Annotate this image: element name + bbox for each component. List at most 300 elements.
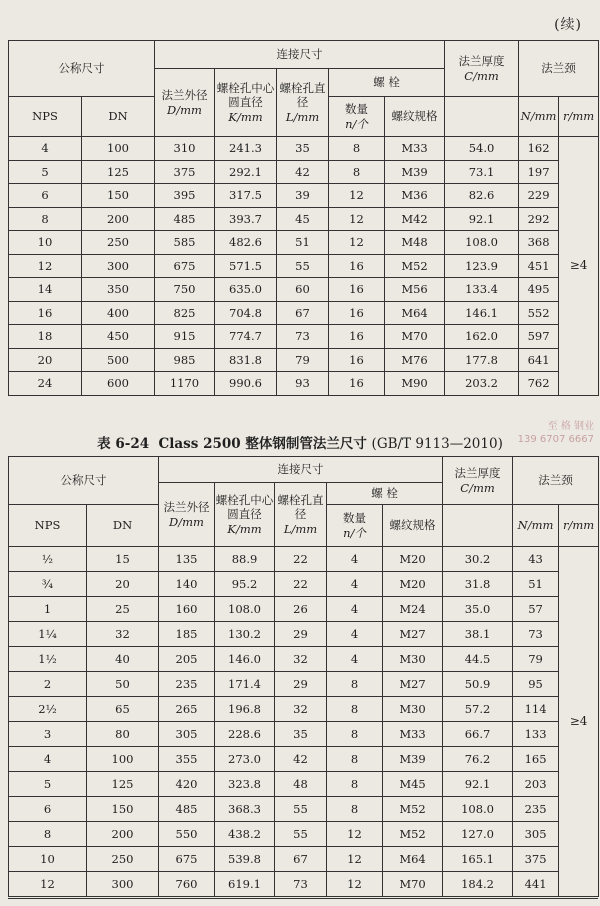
cell-l: 32 xyxy=(275,647,327,672)
cell-d: 585 xyxy=(155,231,215,255)
t2-header-flange-od-label: 法兰外径 xyxy=(163,500,210,515)
page-bottom-rule xyxy=(8,898,598,899)
cell-l: 67 xyxy=(277,301,329,325)
cell-dn: 250 xyxy=(87,847,159,872)
cell-k: 635.0 xyxy=(215,278,277,302)
cell-n: 8 xyxy=(329,160,385,184)
cell-n: 16 xyxy=(329,348,385,372)
table-row xyxy=(9,207,599,231)
cell-thread: M39 xyxy=(385,160,445,184)
table-row xyxy=(9,254,599,278)
cell-d: 355 xyxy=(159,747,215,772)
cell-nps: ½ xyxy=(9,547,87,572)
watermark-stamp xyxy=(518,420,594,446)
header-thread: 螺纹规格 xyxy=(385,97,445,137)
cell-dn: 300 xyxy=(87,872,159,897)
cell-d: 675 xyxy=(159,847,215,872)
header-dn: DN xyxy=(82,97,155,137)
cell-nps: 10 xyxy=(9,847,87,872)
cell-c: 127.0 xyxy=(443,822,513,847)
table-row xyxy=(9,160,599,184)
header-nominal-size: 公称尺寸 xyxy=(9,41,155,97)
table-row xyxy=(9,184,599,208)
cell-n: 4 xyxy=(327,647,383,672)
t2-header-thickness-blank xyxy=(443,505,513,547)
cell-thread: M36 xyxy=(385,184,445,208)
t2-header-connection-size: 连接尺寸 xyxy=(159,457,443,483)
cell-d: 550 xyxy=(159,822,215,847)
t2-header-bolt-circle-unit: K/mm xyxy=(227,521,262,536)
cell-c: 165.1 xyxy=(443,847,513,872)
cell-dn: 25 xyxy=(87,597,159,622)
t2-header-neck-r-unit: r/mm xyxy=(562,518,595,533)
cell-k: 196.8 xyxy=(215,697,275,722)
cell-d: 135 xyxy=(159,547,215,572)
cell-neck: 57 xyxy=(513,597,559,622)
t2-header-flange-od-unit: D/mm xyxy=(169,514,204,529)
cell-k: 273.0 xyxy=(215,747,275,772)
header-flange-od-label: 法兰外径 xyxy=(161,88,208,103)
header-neck: 法兰颈 xyxy=(519,41,599,97)
cell-thread: M39 xyxy=(383,747,443,772)
cell-thread: M64 xyxy=(385,301,445,325)
cell-neck: 162 xyxy=(519,137,559,161)
header-thickness-unit: C/mm xyxy=(464,68,499,83)
cell-d: 205 xyxy=(159,647,215,672)
t2-header-nominal-size: 公称尺寸 xyxy=(9,457,159,505)
cell-n: 4 xyxy=(327,622,383,647)
header-bolt-hole xyxy=(277,69,329,137)
table-row xyxy=(9,647,599,672)
cell-dn: 125 xyxy=(82,160,155,184)
cell-n: 12 xyxy=(329,207,385,231)
table-row xyxy=(9,772,599,797)
cell-n: 12 xyxy=(329,231,385,255)
header-bolt-circle xyxy=(215,69,277,137)
cell-c: 123.9 xyxy=(445,254,519,278)
t2-header-qty-label: 数量 xyxy=(343,511,366,526)
cell-c: 44.5 xyxy=(443,647,513,672)
t2-header-bolt-hole-unit: L/mm xyxy=(283,521,318,536)
t2-header-thickness xyxy=(443,457,513,505)
cell-neck: 73 xyxy=(513,622,559,647)
table-row xyxy=(9,722,599,747)
cell-dn: 350 xyxy=(82,278,155,302)
header-nps: NPS xyxy=(9,97,82,137)
cell-thread: M48 xyxy=(385,231,445,255)
cell-l: 35 xyxy=(277,137,329,161)
cell-dn: 250 xyxy=(82,231,155,255)
cell-thread: M33 xyxy=(383,722,443,747)
table-row xyxy=(9,797,599,822)
cell-nps: 8 xyxy=(9,207,82,231)
cell-k: 704.8 xyxy=(215,301,277,325)
cell-l: 45 xyxy=(277,207,329,231)
cell-nps: 5 xyxy=(9,160,82,184)
cell-c: 38.1 xyxy=(443,622,513,647)
cell-dn: 150 xyxy=(87,797,159,822)
cell-thread: M20 xyxy=(383,572,443,597)
header-thickness-label: 法兰厚度 xyxy=(458,54,505,69)
cell-k: 831.8 xyxy=(215,348,277,372)
cell-c: 31.8 xyxy=(443,572,513,597)
cell-nps: 2 xyxy=(9,672,87,697)
cell-d: 140 xyxy=(159,572,215,597)
cell-c: 177.8 xyxy=(445,348,519,372)
cell-k: 571.5 xyxy=(215,254,277,278)
t2-header-bolt-hole-label: 螺栓孔直径 xyxy=(277,492,324,522)
cell-dn: 15 xyxy=(87,547,159,572)
cell-n: 16 xyxy=(329,372,385,396)
cell-l: 35 xyxy=(275,722,327,747)
cell-n: 16 xyxy=(329,254,385,278)
table-row xyxy=(9,622,599,647)
cell-n: 4 xyxy=(327,597,383,622)
cell-r-value: ≥4 xyxy=(559,547,599,897)
cell-d: 1170 xyxy=(155,372,215,396)
cell-k: 619.1 xyxy=(215,872,275,897)
cell-c: 35.0 xyxy=(443,597,513,622)
cell-neck: 305 xyxy=(513,822,559,847)
cell-thread: M76 xyxy=(385,348,445,372)
cell-d: 750 xyxy=(155,278,215,302)
cell-l: 22 xyxy=(275,547,327,572)
table-row xyxy=(9,747,599,772)
cell-thread: M52 xyxy=(383,797,443,822)
table-row xyxy=(9,231,599,255)
cell-k: 130.2 xyxy=(215,622,275,647)
table-row xyxy=(9,547,599,572)
cell-thread: M27 xyxy=(383,672,443,697)
cell-c: 108.0 xyxy=(445,231,519,255)
table-row xyxy=(9,847,599,872)
cell-neck: 203 xyxy=(513,772,559,797)
cell-n: 8 xyxy=(327,772,383,797)
cell-k: 539.8 xyxy=(215,847,275,872)
cell-dn: 600 xyxy=(82,372,155,396)
cell-nps: 18 xyxy=(9,325,82,349)
cell-neck: 95 xyxy=(513,672,559,697)
table-row xyxy=(9,278,599,302)
cell-nps: 8 xyxy=(9,822,87,847)
cell-nps: 6 xyxy=(9,797,87,822)
cell-dn: 50 xyxy=(87,672,159,697)
cell-nps: 24 xyxy=(9,372,82,396)
cell-n: 8 xyxy=(327,722,383,747)
cell-d: 265 xyxy=(159,697,215,722)
stamp-line-2: 139 6707 6667 xyxy=(517,434,594,445)
header-thickness-blank xyxy=(445,97,519,137)
cell-k: 241.3 xyxy=(215,137,277,161)
cell-dn: 125 xyxy=(87,772,159,797)
cell-k: 990.6 xyxy=(215,372,277,396)
cell-n: 12 xyxy=(329,184,385,208)
cell-thread: M27 xyxy=(383,622,443,647)
cell-neck: 165 xyxy=(513,747,559,772)
cell-neck: 235 xyxy=(513,797,559,822)
cell-n: 4 xyxy=(327,572,383,597)
cell-k: 171.4 xyxy=(215,672,275,697)
cell-c: 146.1 xyxy=(445,301,519,325)
table-row xyxy=(9,301,599,325)
cell-d: 235 xyxy=(159,672,215,697)
cell-nps: ¾ xyxy=(9,572,87,597)
header-qty-unit: n/个 xyxy=(345,116,368,131)
cell-k: 368.3 xyxy=(215,797,275,822)
cell-nps: 12 xyxy=(9,872,87,897)
cell-neck: 641 xyxy=(519,348,559,372)
cell-k: 774.7 xyxy=(215,325,277,349)
t2-header-qty-unit: n/个 xyxy=(343,525,366,540)
cell-neck: 762 xyxy=(519,372,559,396)
cell-dn: 450 xyxy=(82,325,155,349)
cell-thread: M52 xyxy=(383,822,443,847)
cell-c: 50.9 xyxy=(443,672,513,697)
continued-label: (续) xyxy=(554,17,582,33)
cell-k: 482.6 xyxy=(215,231,277,255)
cell-l: 55 xyxy=(275,822,327,847)
t2-header-qty xyxy=(327,505,383,547)
cell-l: 29 xyxy=(275,672,327,697)
cell-n: 8 xyxy=(327,797,383,822)
stamp-line-1: 至 格 钢业 xyxy=(547,421,594,432)
cell-neck: 441 xyxy=(513,872,559,897)
cell-neck: 552 xyxy=(519,301,559,325)
cell-k: 292.1 xyxy=(215,160,277,184)
cell-d: 915 xyxy=(155,325,215,349)
cell-thread: M90 xyxy=(385,372,445,396)
cell-k: 95.2 xyxy=(215,572,275,597)
cell-thread: M70 xyxy=(383,872,443,897)
cell-neck: 597 xyxy=(519,325,559,349)
header-thickness xyxy=(445,41,519,97)
cell-d: 420 xyxy=(159,772,215,797)
cell-d: 485 xyxy=(155,207,215,231)
cell-n: 12 xyxy=(327,822,383,847)
cell-d: 760 xyxy=(159,872,215,897)
cell-c: 57.2 xyxy=(443,697,513,722)
table-row xyxy=(9,872,599,897)
cell-d: 675 xyxy=(155,254,215,278)
header-flange-od-unit: D/mm xyxy=(167,102,202,117)
cell-n: 8 xyxy=(327,747,383,772)
t2-header-bolts: 螺 栓 xyxy=(327,483,443,505)
t2-header-neck-n xyxy=(513,505,559,547)
cell-d: 485 xyxy=(159,797,215,822)
cell-d: 985 xyxy=(155,348,215,372)
table-row xyxy=(9,348,599,372)
cell-dn: 65 xyxy=(87,697,159,722)
cell-l: 42 xyxy=(275,747,327,772)
cell-l: 48 xyxy=(275,772,327,797)
cell-neck: 229 xyxy=(519,184,559,208)
cell-k: 108.0 xyxy=(215,597,275,622)
cell-dn: 200 xyxy=(82,207,155,231)
cell-c: 73.1 xyxy=(445,160,519,184)
cell-nps: 4 xyxy=(9,747,87,772)
cell-k: 228.6 xyxy=(215,722,275,747)
cell-nps: 12 xyxy=(9,254,82,278)
t2-header-thickness-unit: C/mm xyxy=(460,480,495,495)
cell-neck: 495 xyxy=(519,278,559,302)
t2-header-thread: 螺纹规格 xyxy=(383,505,443,547)
table-row xyxy=(9,572,599,597)
cell-d: 375 xyxy=(155,160,215,184)
t2-header-bolt-circle xyxy=(215,483,275,547)
cell-c: 203.2 xyxy=(445,372,519,396)
cell-l: 51 xyxy=(277,231,329,255)
cell-c: 82.6 xyxy=(445,184,519,208)
cell-c: 30.2 xyxy=(443,547,513,572)
table-row xyxy=(9,672,599,697)
cell-nps: 16 xyxy=(9,301,82,325)
header-neck-n-unit: N/mm xyxy=(520,109,557,124)
cell-l: 55 xyxy=(275,797,327,822)
caption-title: Class 2500 整体钢制管法兰尺寸 xyxy=(158,436,367,452)
t2-header-bolt-hole xyxy=(275,483,327,547)
cell-k: 438.2 xyxy=(215,822,275,847)
flange-table-continued xyxy=(8,40,599,396)
cell-nps: 1 xyxy=(9,597,87,622)
cell-c: 108.0 xyxy=(443,797,513,822)
cell-thread: M30 xyxy=(383,647,443,672)
caption-number: 表 6-24 xyxy=(97,436,150,452)
table-row xyxy=(9,822,599,847)
cell-thread: M64 xyxy=(383,847,443,872)
cell-neck: 197 xyxy=(519,160,559,184)
cell-neck: 375 xyxy=(513,847,559,872)
header-flange-od xyxy=(155,69,215,137)
cell-thread: M30 xyxy=(383,697,443,722)
cell-d: 310 xyxy=(155,137,215,161)
cell-dn: 80 xyxy=(87,722,159,747)
cell-d: 395 xyxy=(155,184,215,208)
header-neck-r xyxy=(559,97,599,137)
cell-l: 39 xyxy=(277,184,329,208)
cell-neck: 451 xyxy=(519,254,559,278)
t2-header-thickness-label: 法兰厚度 xyxy=(454,466,501,481)
table-row xyxy=(9,325,599,349)
cell-l: 55 xyxy=(277,254,329,278)
cell-dn: 150 xyxy=(82,184,155,208)
cell-nps: 3 xyxy=(9,722,87,747)
cell-r-value: ≥4 xyxy=(559,137,599,396)
cell-l: 32 xyxy=(275,697,327,722)
header-neck-r-unit: r/mm xyxy=(562,109,595,124)
cell-c: 76.2 xyxy=(443,747,513,772)
t2-header-bolt-circle-label: 螺栓孔中心圆直径 xyxy=(215,492,274,522)
cell-neck: 79 xyxy=(513,647,559,672)
cell-dn: 200 xyxy=(87,822,159,847)
cell-l: 29 xyxy=(275,622,327,647)
cell-n: 12 xyxy=(327,872,383,897)
cell-n: 12 xyxy=(327,847,383,872)
header-qty xyxy=(329,97,385,137)
cell-l: 60 xyxy=(277,278,329,302)
cell-n: 8 xyxy=(329,137,385,161)
cell-d: 160 xyxy=(159,597,215,622)
header-bolt-circle-label: 螺栓孔中心圆直径 xyxy=(216,80,275,110)
cell-n: 16 xyxy=(329,325,385,349)
cell-neck: 292 xyxy=(519,207,559,231)
cell-k: 323.8 xyxy=(215,772,275,797)
cell-dn: 40 xyxy=(87,647,159,672)
cell-nps: 4 xyxy=(9,137,82,161)
cell-d: 825 xyxy=(155,301,215,325)
header-bolt-hole-label: 螺栓孔直径 xyxy=(279,80,326,110)
cell-nps: 6 xyxy=(9,184,82,208)
cell-l: 79 xyxy=(277,348,329,372)
cell-dn: 20 xyxy=(87,572,159,597)
cell-k: 88.9 xyxy=(215,547,275,572)
cell-k: 146.0 xyxy=(215,647,275,672)
t2-header-flange-od xyxy=(159,483,215,547)
cell-dn: 500 xyxy=(82,348,155,372)
flange-table-class2500 xyxy=(8,456,599,897)
cell-nps: 2½ xyxy=(9,697,87,722)
header-bolt-circle-unit: K/mm xyxy=(228,109,263,124)
cell-n: 8 xyxy=(327,672,383,697)
cell-neck: 51 xyxy=(513,572,559,597)
table-row xyxy=(9,372,599,396)
cell-d: 305 xyxy=(159,722,215,747)
cell-thread: M52 xyxy=(385,254,445,278)
cell-c: 162.0 xyxy=(445,325,519,349)
cell-n: 8 xyxy=(327,697,383,722)
cell-dn: 100 xyxy=(82,137,155,161)
table-row xyxy=(9,137,599,161)
cell-dn: 32 xyxy=(87,622,159,647)
cell-l: 22 xyxy=(275,572,327,597)
cell-dn: 300 xyxy=(82,254,155,278)
t2-header-neck: 法兰颈 xyxy=(513,457,599,505)
cell-c: 92.1 xyxy=(445,207,519,231)
cell-l: 73 xyxy=(277,325,329,349)
cell-thread: M24 xyxy=(383,597,443,622)
cell-d: 185 xyxy=(159,622,215,647)
cell-dn: 400 xyxy=(82,301,155,325)
cell-neck: 368 xyxy=(519,231,559,255)
cell-n: 16 xyxy=(329,301,385,325)
cell-n: 4 xyxy=(327,547,383,572)
cell-l: 67 xyxy=(275,847,327,872)
cell-l: 93 xyxy=(277,372,329,396)
cell-c: 133.4 xyxy=(445,278,519,302)
cell-l: 73 xyxy=(275,872,327,897)
cell-c: 92.1 xyxy=(443,772,513,797)
t2-header-neck-n-unit: N/mm xyxy=(517,518,554,533)
cell-nps: 1¼ xyxy=(9,622,87,647)
cell-c: 54.0 xyxy=(445,137,519,161)
cell-neck: 114 xyxy=(513,697,559,722)
header-bolt-hole-unit: L/mm xyxy=(285,109,320,124)
caption-standard: (GB/T 9113—2010) xyxy=(371,436,503,452)
cell-k: 393.7 xyxy=(215,207,277,231)
cell-thread: M33 xyxy=(385,137,445,161)
t2-header-nps: NPS xyxy=(9,505,87,547)
cell-nps: 20 xyxy=(9,348,82,372)
cell-c: 66.7 xyxy=(443,722,513,747)
table-caption xyxy=(0,432,600,452)
table-row xyxy=(9,597,599,622)
cell-nps: 5 xyxy=(9,772,87,797)
cell-thread: M42 xyxy=(385,207,445,231)
cell-neck: 43 xyxy=(513,547,559,572)
t2-header-neck-r xyxy=(559,505,599,547)
cell-thread: M70 xyxy=(385,325,445,349)
header-qty-label: 数量 xyxy=(345,102,368,117)
header-neck-n xyxy=(519,97,559,137)
